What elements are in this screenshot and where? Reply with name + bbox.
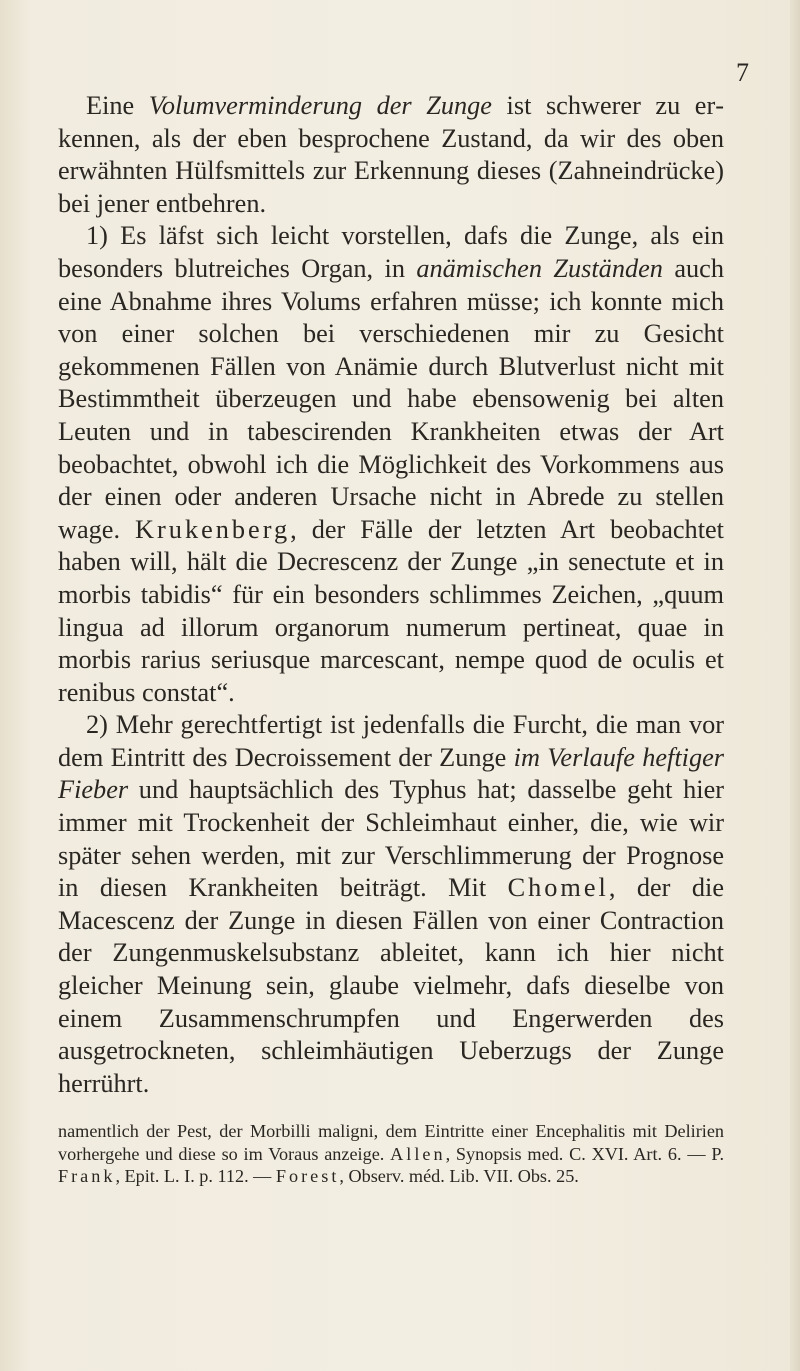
page-number: 7 <box>736 58 749 87</box>
emphasis-term: anämischen Zuständen <box>416 253 663 283</box>
text-run: auch eine Abnahme ihres Volums erfahren müsse; ich konnte mich von einer solchen bei verschiedenen mir zu Gesicht gekommenen Fällen von Anämie durch Blutverlust nicht mit Bestimmtheit überzeugen und habe ebensowenig bei alten Leuten und in tabescirenden Krankheiten etwas der Art beobachtet, obwohl ich die Möglichkeit des Vorkommens aus der einen oder anderen Ursache nicht in Abrede zu stellen wage. <box>58 253 724 544</box>
author-name: Krukenberg <box>135 514 291 544</box>
footnote-text <box>58 1120 724 1188</box>
text-run: , Epit. L. I. p. 112. — <box>115 1166 276 1187</box>
emphasis-term: Volumverminderung der Zunge <box>148 91 492 120</box>
emphasis-term: im Verlaufe heftiger Fieber <box>58 742 724 805</box>
text-run: 1) Es läfst sich leicht vorstellen, dafs die Zunge, als ein besonders blutreiches Organ, in <box>58 221 724 283</box>
paragraph-fever <box>58 709 724 1100</box>
text-run: , Synopsis med. C. XVI. Art. 6. — P. <box>445 1143 724 1164</box>
text-run: , der Fälle der letzten Art beobachtet haben will, hält die Decrescenz der Zunge „in senectute et in morbis tabidis“ für ein besonders schlimmes Zeichen, „quum lingua ad illorum organorum numerum pertineat, quae in morbis rarius seriusque marcescant, nempe quod de oculis et renibus constat“. <box>58 514 724 707</box>
text-run: Eine <box>86 91 149 120</box>
text-run: , Observ. méd. Lib. VII. Obs. 25. <box>339 1166 579 1187</box>
text-run: 2) Mehr gerechtfertigt ist jedenfalls die Furcht, die man vor dem Eintritt des Decroissement der Zunge <box>58 710 724 772</box>
text-run: , der die Macescenz der Zunge in diesen Fällen von einer Contraction der Zungenmuskelsubstanz ableitet, kann ich hier nicht gleicher Meinung sein, glaube vielmehr, dafs dieselbe von einem Zusammenschrumpfen und Engerwerden des ausgetrockneten, schleimhäutigen Ueberzugs der Zunge herrührt. <box>58 873 724 1098</box>
author-name: Forest <box>275 1166 340 1187</box>
author-name: Frank <box>58 1166 116 1187</box>
text-run: und hauptsächlich des Typhus hat; dasselbe geht hier immer mit Trockenheit der Schleimhaut einher, die, wie wir später sehen werden, mit zur Verschlimmerung der Prognose in diesen Krankheiten beiträgt. Mit <box>58 775 724 903</box>
author-name: Chomel <box>507 873 609 903</box>
main-text <box>58 90 724 1100</box>
text-run: ist schwerer zu erkennen, als der eben besprochene Zustand, da wir des oben erwähnten Hülfsmittels zur Erkennung dieses (Zahneindrücke) bei jener entbehren. <box>58 91 725 218</box>
text-run: namentlich der Pest, der Morbilli maligni, dem Eintritte einer Encephalitis mit Delirien vorhergehe und diese so im Voraus anzeige. <box>58 1121 724 1164</box>
page-edge-shadow <box>790 0 800 1371</box>
paragraph-anaemia <box>58 220 724 709</box>
paragraph-volume-reduction <box>58 90 724 220</box>
author-name: Allen <box>390 1143 446 1164</box>
footnote <box>58 1120 724 1188</box>
